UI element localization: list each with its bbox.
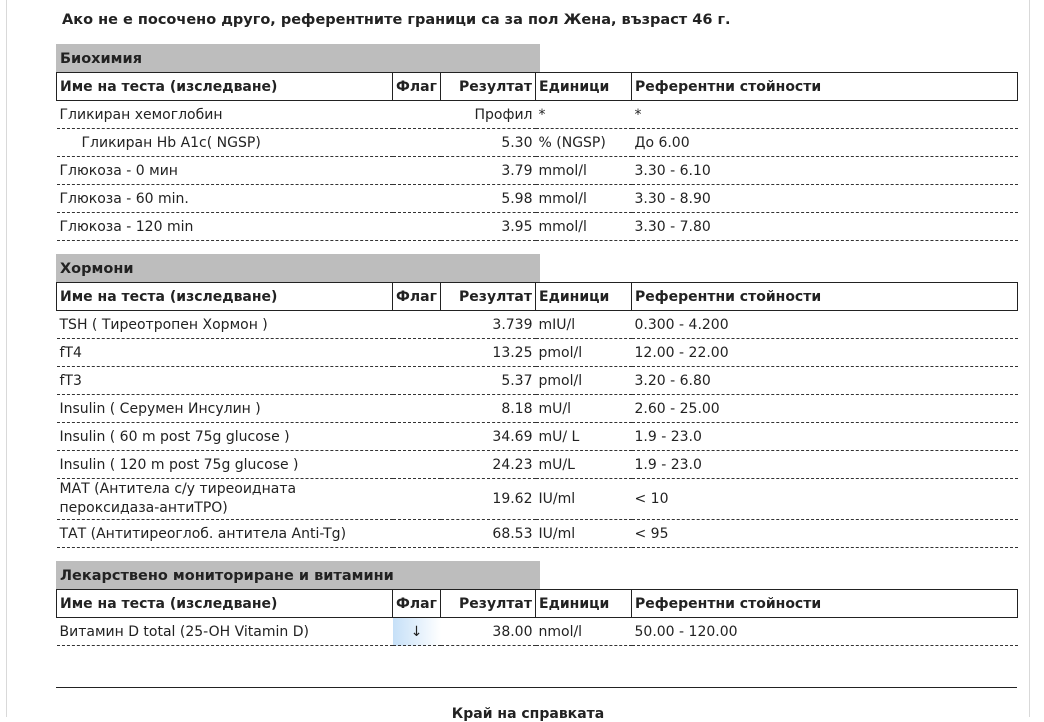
table-row	[57, 157, 1018, 185]
header-flag: Флаг	[393, 590, 441, 618]
cell-flag	[393, 451, 441, 479]
cell-test: МАТ (Антитела с/у тиреоидната пероксидаза-антиТРО)	[57, 479, 393, 520]
cell-flag	[393, 395, 441, 423]
cell-flag	[393, 213, 441, 241]
cell-units: % (NGSP)	[536, 129, 632, 157]
cell-units: mU/l	[536, 395, 632, 423]
cell-units: pmol/l	[536, 367, 632, 395]
cell-reference: 3.30 - 7.80	[632, 213, 1018, 241]
cell-result: 34.69	[441, 423, 536, 451]
cell-flag	[393, 367, 441, 395]
cell-flag	[393, 423, 441, 451]
cell-flag	[393, 157, 441, 185]
reference-note: Ако не е посочено друго, референтните граници са за пол Жена, възраст 46 г.	[62, 12, 731, 28]
cell-result: 5.98	[441, 185, 536, 213]
cell-reference: 2.60 - 25.00	[632, 395, 1018, 423]
cell-test: Витамин D total (25-OH Vitamin D)	[57, 618, 393, 646]
cell-result: 3.95	[441, 213, 536, 241]
table-row	[57, 311, 1018, 339]
table-row	[57, 451, 1018, 479]
cell-result: 3.739	[441, 311, 536, 339]
table-row	[57, 213, 1018, 241]
section	[56, 44, 1017, 241]
cell-reference: 12.00 - 22.00	[632, 339, 1018, 367]
table-row	[57, 185, 1018, 213]
table-row	[57, 129, 1018, 157]
cell-units: mmol/l	[536, 213, 632, 241]
cell-units: *	[536, 101, 632, 129]
cell-test: Гликиран Hb A1c( NGSP)	[57, 129, 393, 157]
page-border-right	[1029, 0, 1030, 717]
cell-reference: *	[632, 101, 1018, 129]
cell-units: nmol/l	[536, 618, 632, 646]
results-table	[56, 282, 1018, 548]
cell-flag	[393, 311, 441, 339]
cell-units: mmol/l	[536, 185, 632, 213]
cell-result: 3.79	[441, 157, 536, 185]
low-flag-arrow-icon: ↓	[393, 618, 441, 646]
section	[56, 561, 1017, 646]
table-row	[57, 101, 1018, 129]
end-divider	[56, 687, 1017, 688]
cell-result: 5.37	[441, 367, 536, 395]
cell-test: Глюкоза - 0 мин	[57, 157, 393, 185]
table-row	[57, 395, 1018, 423]
cell-reference: 50.00 - 120.00	[632, 618, 1018, 646]
table-header-row	[57, 73, 1018, 101]
cell-result: 24.23	[441, 451, 536, 479]
section-title: Лекарствено мониториране и витамини	[56, 561, 540, 589]
cell-units: IU/ml	[536, 479, 632, 520]
cell-units: IU/ml	[536, 520, 632, 548]
cell-flag	[393, 185, 441, 213]
cell-test: Гликиран хемоглобин	[57, 101, 393, 129]
table-header-row	[57, 590, 1018, 618]
header-test: Име на теста (изследване)	[57, 283, 393, 311]
header-units: Единици	[536, 73, 632, 101]
cell-reference: До 6.00	[632, 129, 1018, 157]
cell-result: 68.53	[441, 520, 536, 548]
cell-units: pmol/l	[536, 339, 632, 367]
report-end-label: Край на справката	[451, 706, 605, 722]
cell-reference: 3.30 - 6.10	[632, 157, 1018, 185]
header-result: Резултат	[441, 73, 536, 101]
cell-test: TSH ( Тиреотропен Хормон )	[57, 311, 393, 339]
cell-flag	[393, 129, 441, 157]
table-row	[57, 423, 1018, 451]
header-units: Единици	[536, 283, 632, 311]
table-row	[57, 367, 1018, 395]
header-flag: Флаг	[393, 73, 441, 101]
cell-test: Insulin ( 120 m post 75g glucose )	[57, 451, 393, 479]
cell-flag	[393, 479, 441, 520]
cell-test: Глюкоза - 120 min	[57, 213, 393, 241]
cell-units: mU/ L	[536, 423, 632, 451]
section-title: Хормони	[56, 254, 540, 282]
results-content	[56, 44, 1017, 659]
header-reference: Референтни стойности	[632, 73, 1018, 101]
cell-units: mmol/l	[536, 157, 632, 185]
header-flag: Флаг	[393, 283, 441, 311]
cell-reference: 3.30 - 8.90	[632, 185, 1018, 213]
cell-result: 5.30	[441, 129, 536, 157]
cell-reference: < 10	[632, 479, 1018, 520]
cell-test: Insulin ( 60 m post 75g glucose )	[57, 423, 393, 451]
page-border-left	[6, 0, 7, 717]
header-units: Единици	[536, 590, 632, 618]
cell-result: 38.00	[441, 618, 536, 646]
header-test: Име на теста (изследване)	[57, 590, 393, 618]
cell-result: 13.25	[441, 339, 536, 367]
header-result: Резултат	[441, 283, 536, 311]
results-table	[56, 72, 1018, 241]
cell-test: fT4	[57, 339, 393, 367]
cell-units: mU/L	[536, 451, 632, 479]
cell-reference: < 95	[632, 520, 1018, 548]
header-reference: Референтни стойности	[632, 590, 1018, 618]
cell-flag	[393, 101, 441, 129]
cell-test: Insulin ( Серумен Инсулин )	[57, 395, 393, 423]
table-header-row	[57, 283, 1018, 311]
table-row	[57, 339, 1018, 367]
cell-test: Глюкоза - 60 min.	[57, 185, 393, 213]
cell-units: mIU/l	[536, 311, 632, 339]
cell-reference: 3.20 - 6.80	[632, 367, 1018, 395]
section	[56, 254, 1017, 548]
cell-reference: 0.300 - 4.200	[632, 311, 1018, 339]
table-row	[57, 520, 1018, 548]
table-row	[57, 479, 1018, 520]
header-test: Име на теста (изследване)	[57, 73, 393, 101]
cell-reference: 1.9 - 23.0	[632, 423, 1018, 451]
cell-test: ТАТ (Антитиреоглоб. антитела Anti-Tg)	[57, 520, 393, 548]
results-table	[56, 589, 1018, 646]
cell-result: 8.18	[441, 395, 536, 423]
table-row	[57, 618, 1018, 646]
header-reference: Референтни стойности	[632, 283, 1018, 311]
cell-result: 19.62	[441, 479, 536, 520]
cell-reference: 1.9 - 23.0	[632, 451, 1018, 479]
cell-result: Профил	[441, 101, 536, 129]
cell-test: fT3	[57, 367, 393, 395]
cell-flag	[393, 339, 441, 367]
cell-flag	[393, 520, 441, 548]
header-result: Резултат	[441, 590, 536, 618]
section-title: Биохимия	[56, 44, 540, 72]
